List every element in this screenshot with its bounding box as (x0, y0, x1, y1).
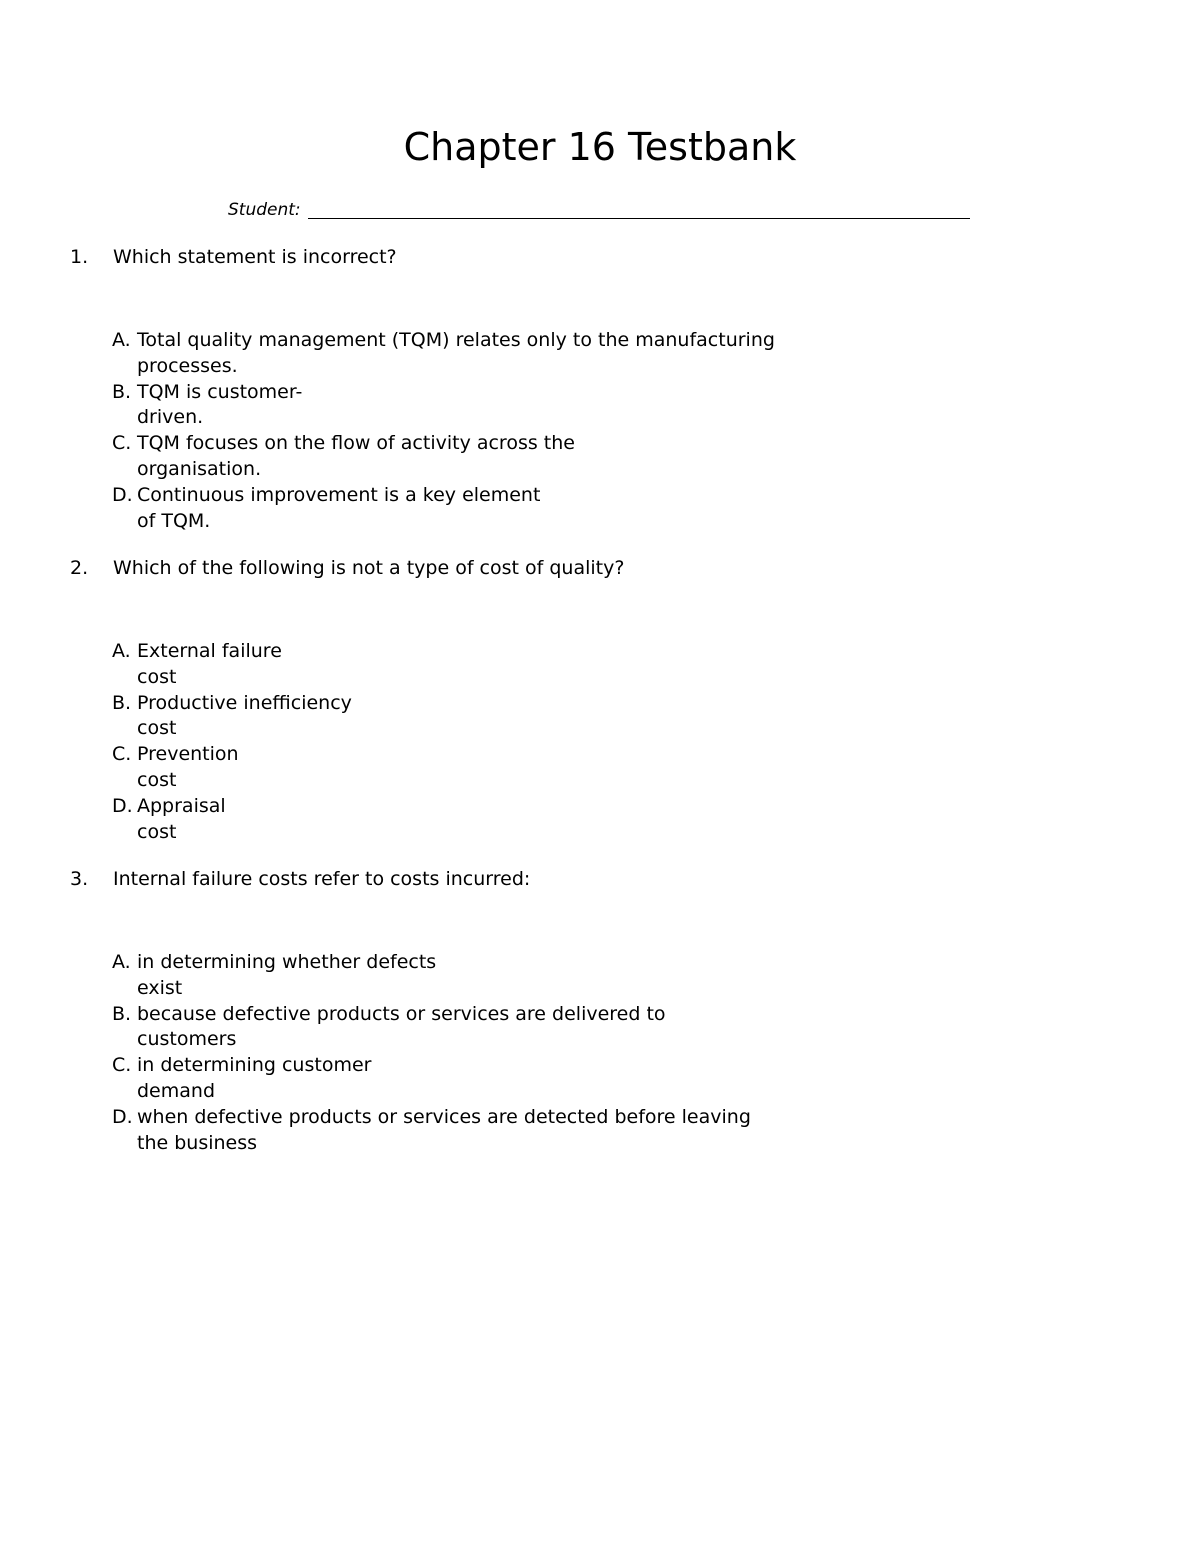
option-letter: D. (112, 794, 133, 817)
option-a (0, 639, 365, 691)
option-text: in determining customer demand (137, 1054, 372, 1102)
option-d (0, 483, 802, 535)
option-text: Prevention cost (137, 743, 239, 791)
option-text: Productive inefficiency cost (137, 691, 352, 740)
question-number: 2. (70, 557, 89, 579)
option-text: Total quality management (TQM) relates only to the manufacturing processes. (137, 329, 775, 377)
option-text: because defective products or services are delivered to customers (137, 1002, 666, 1051)
option-letter: B. (112, 1002, 132, 1025)
option-c (0, 431, 802, 483)
question-text: Which statement is incorrect? (113, 246, 397, 268)
option-c (0, 742, 365, 794)
option-a (0, 950, 777, 1002)
option-letter: B. (112, 380, 132, 403)
option-letter: B. (112, 691, 132, 714)
option-a (0, 328, 802, 380)
option-text: Appraisal cost (137, 794, 226, 843)
option-letter: A. (112, 329, 131, 351)
student-name-line (308, 218, 970, 219)
answer-options (0, 328, 802, 534)
option-b (0, 1002, 777, 1054)
option-letter: D. (112, 483, 133, 506)
question-text: Internal failure costs refer to costs incurred: (113, 868, 531, 890)
option-letter: C. (112, 432, 132, 455)
option-d (0, 1105, 777, 1157)
option-letter: A. (112, 640, 131, 662)
option-text: when defective products or services are detected before leaving the business (137, 1105, 751, 1154)
answer-options (0, 639, 365, 845)
question-number: 1. (70, 246, 89, 268)
student-label: Student: (228, 200, 301, 220)
answer-options (0, 950, 777, 1156)
option-text: in determining whether defects exist (137, 951, 437, 999)
option-letter: C. (112, 1054, 132, 1077)
option-text: TQM focuses on the flow of activity across the organisation. (137, 432, 575, 480)
option-text: Continuous improvement is a key element of TQM. (137, 483, 541, 532)
option-letter: D. (112, 1105, 133, 1128)
option-b (0, 691, 365, 743)
option-letter: A. (112, 951, 131, 973)
option-letter: C. (112, 743, 132, 766)
page-title: Chapter 16 Testbank (403, 125, 797, 169)
option-text: TQM is customer-driven. (137, 380, 303, 429)
option-text: External failure cost (137, 640, 282, 688)
question-text: Which of the following is not a type of cost of quality? (113, 557, 625, 579)
question-number: 3. (70, 868, 89, 890)
option-d (0, 794, 365, 846)
option-c (0, 1053, 777, 1105)
option-b (0, 380, 802, 432)
student-name-row (228, 196, 970, 222)
